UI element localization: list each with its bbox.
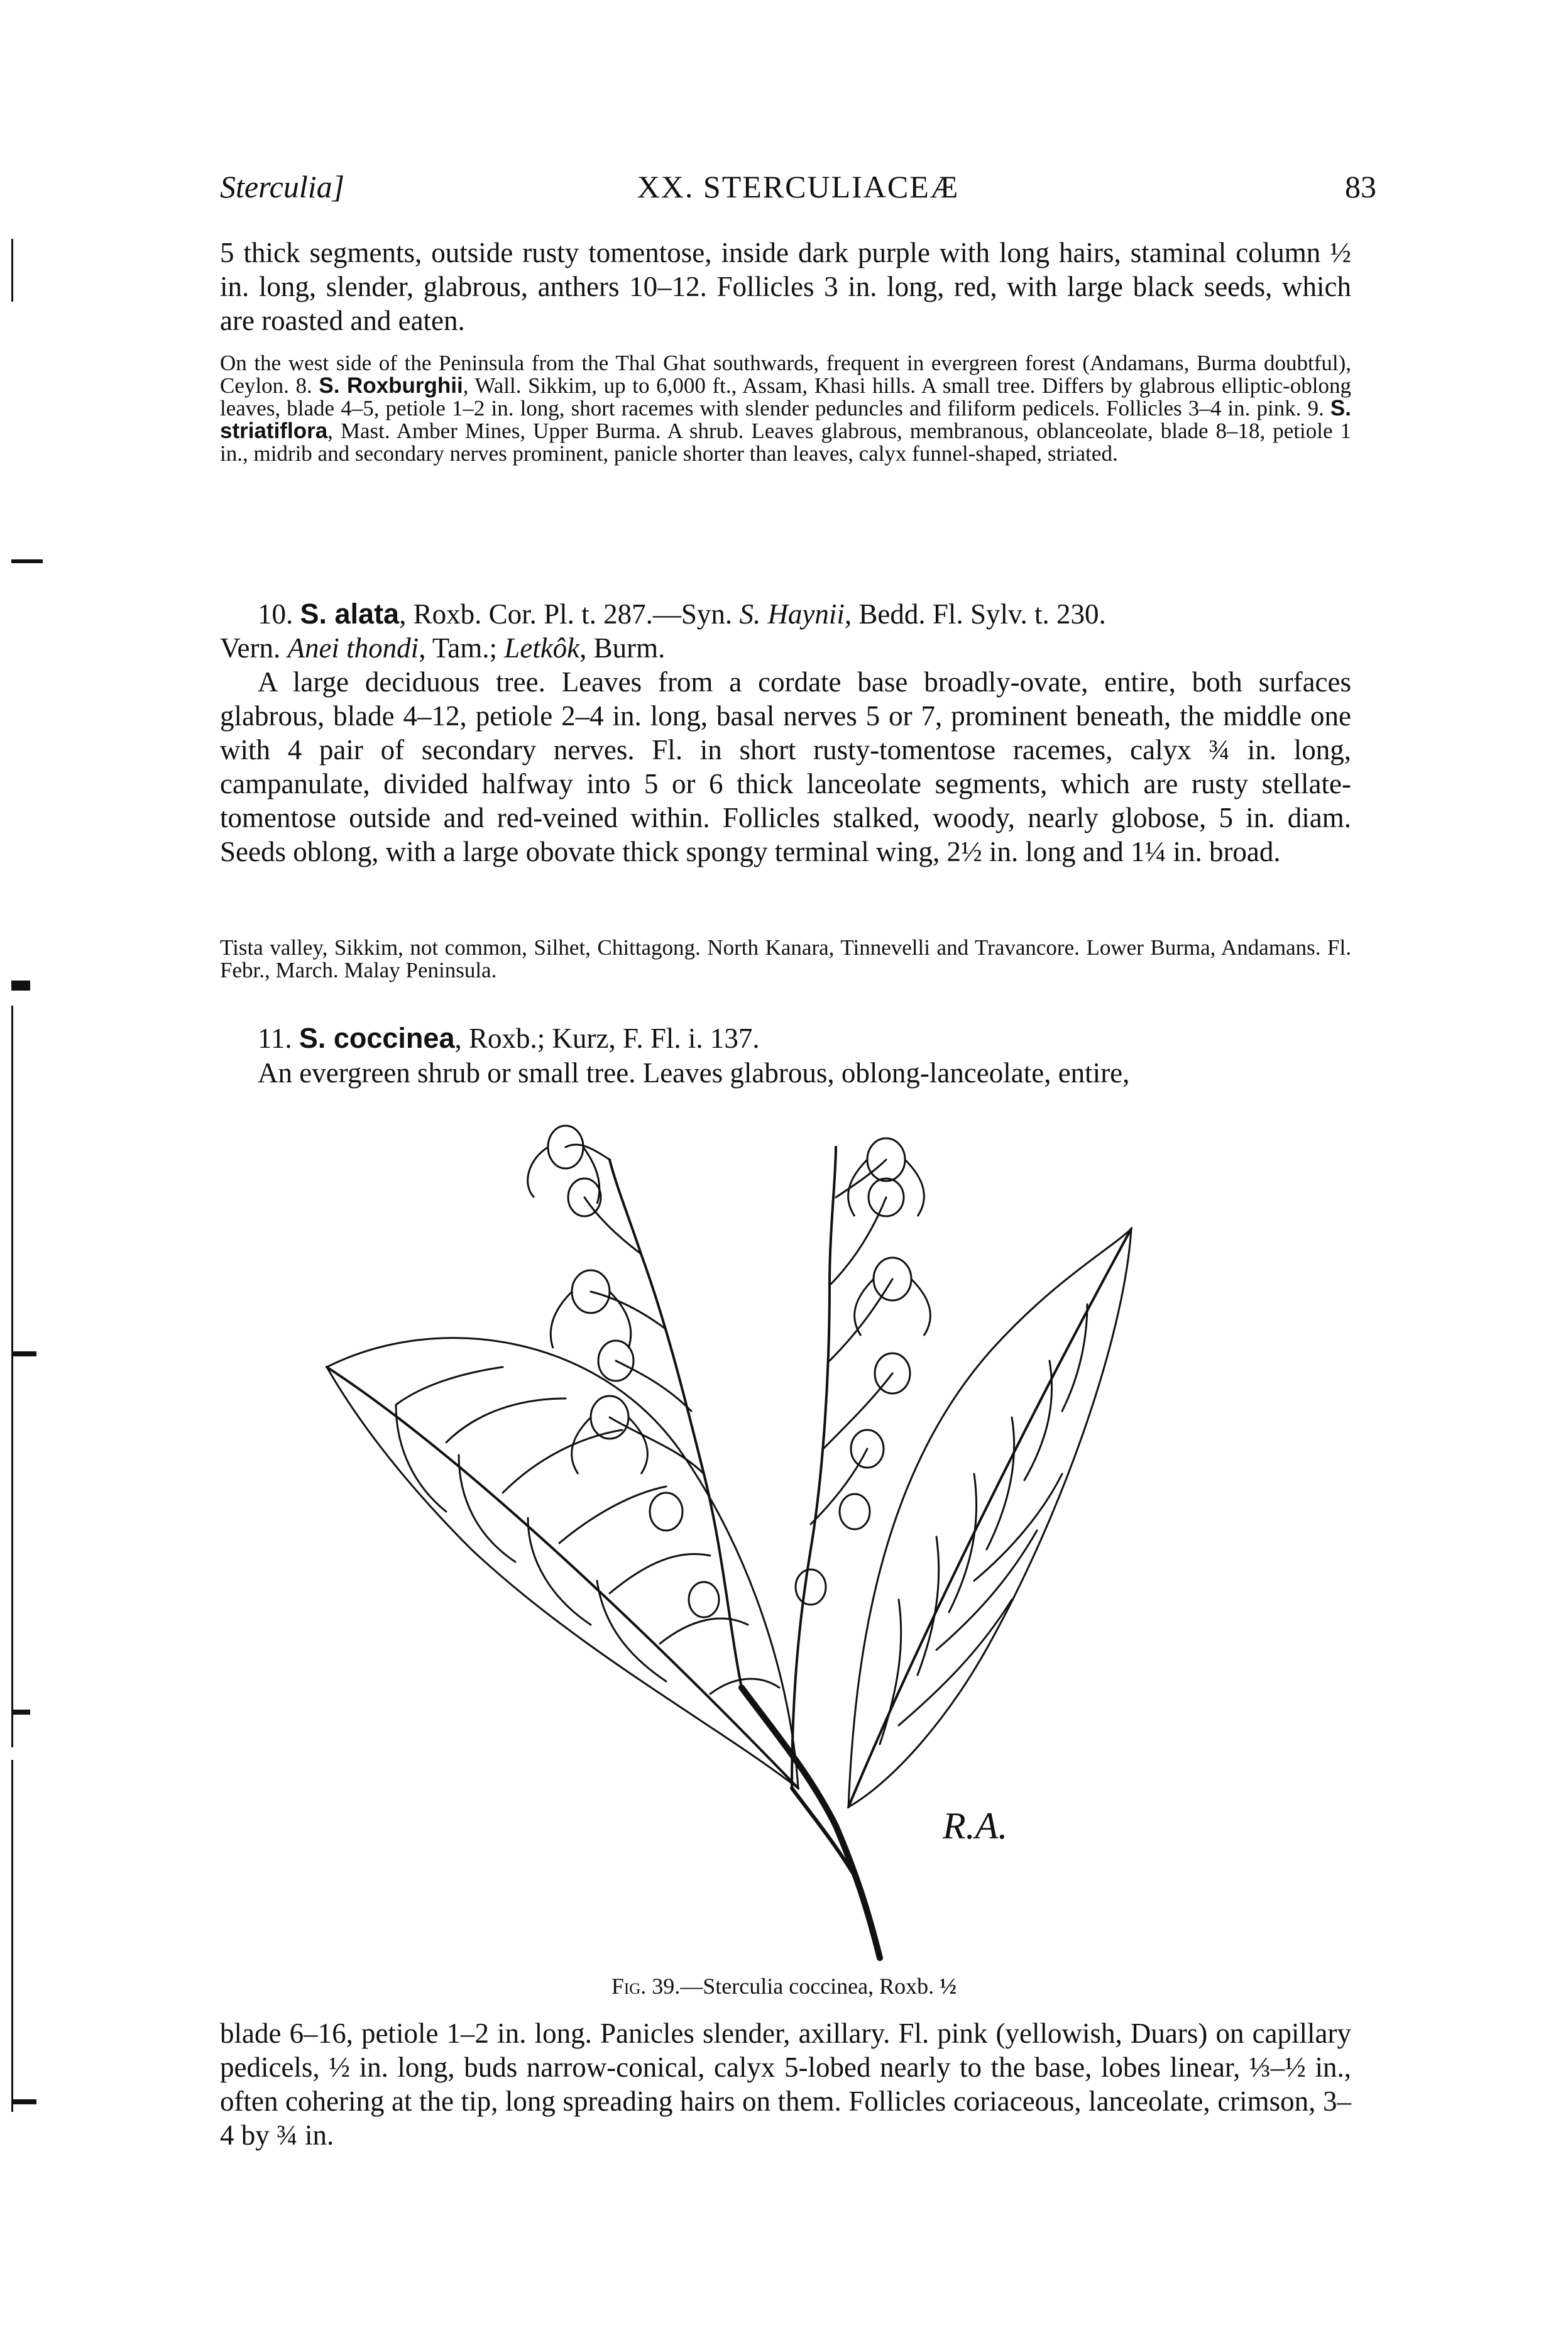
vernacular-text: , Tam.; — [419, 632, 505, 664]
distribution-note — [220, 352, 1351, 465]
margin-mark — [11, 2099, 36, 2104]
margin-mark — [11, 981, 30, 991]
species-citation: , Roxb. Cor. Pl. t. 287.—Syn. — [399, 598, 740, 630]
vernacular-name-burmese: Letkôk — [504, 632, 580, 664]
figure-caption-text: —Sterculia coccinea, Roxb. — [680, 1974, 935, 1999]
species-10-description: A large deciduous tree. Leaves from a cordate base broadly-ovate, entire, both surfaces glabrous, blade 4–12, petiole 2–4 in. long, basal nerves 5 or 7, prominent beneath, the middle one with 4 pair of secondary nerves. Fl. in short rusty-tomentose racemes, calyx ¾ in. long, campanulate, divided halfway into 5 or 6 thick lanceolate segments, which are rusty stellate-tomentose outside and red-veined within. Follicles stalked, woody, nearly globose, 5 in. diam. Seeds oblong, with a large obovate thick spongy terminal wing, 2½ in. long and 1¼ in. broad. — [220, 666, 1351, 867]
species-number: 10. — [258, 598, 293, 630]
species-11-description-start: An evergreen shrub or small tree. Leaves glabrous, oblong-lanceolate, entire, — [258, 1057, 1130, 1089]
margin-mark — [11, 1006, 13, 1747]
species-10-distribution: Tista valley, Sikkim, not common, Silhet, Chittagong. North Kanara, Tinnevelli and Travancore. Lower Burma, Andamans. Fl. Febr., March. Malay Peninsula. — [220, 935, 1351, 982]
figure-caption — [0, 1972, 1568, 2000]
figure-scale: ½ — [940, 1974, 957, 1999]
species-number: 11. — [258, 1023, 292, 1054]
margin-mark — [11, 559, 43, 563]
margin-mark — [11, 1760, 13, 2112]
running-head-family: XX. STERCULIACEÆ — [637, 169, 960, 204]
species-11-description-continued: blade 6–16, petiole 1–2 in. long. Panicles slender, axillary. Fl. pink (yellowish, Duars) on capillary pedicels, ½ in. long, buds narrow-conical, calyx 5-lobed nearly to the base, lobes linear, ⅓–½ in., often cohering at the tip, long spreading hairs on them. Follicles coriaceous, lanceolate, crimson, 3–4 by ¾ in. — [220, 2018, 1351, 2151]
note-text: On the west side of the Peninsula from the Thal Ghat southwards, frequent in evergreen forest (Andamans, Burma doubtful), Ceylon. 8. — [220, 351, 1351, 398]
species-citation: , Bedd. Fl. Sylv. t. 230. — [844, 598, 1106, 630]
botanical-illustration — [314, 1122, 1257, 1967]
margin-mark — [11, 1710, 30, 1715]
vernacular-text: , Burm. — [579, 632, 666, 664]
sterculia-coccinea-drawing — [314, 1122, 1257, 1967]
margin-mark — [11, 1351, 36, 1356]
illustrator-signature: R.A. — [943, 1805, 1008, 1847]
species-11-heading — [220, 1021, 1351, 1055]
running-head — [220, 165, 1376, 209]
continued-paragraph: 5 thick segments, outside rusty tomentose, inside dark purple with long hairs, staminal column ½ in. long, slender, glabrous, anthers 10–12. Follicles 3 in. long, red, with large black seeds, which are roasted and eaten. — [220, 237, 1351, 336]
species-name-roxburghii: S. Roxburghii — [319, 373, 463, 398]
species-name-coccinea: S. coccinea — [299, 1022, 455, 1054]
note-text: , Wall. Sikkim, up to 6,000 ft., Assam, Khasi hills. A small tree. Differs by glabrous elliptic-oblong leaves, blade 4–5, petiole 1–2 in. long, short racemes with slender peduncles and filiform pedicels. Follicles 3–4 in. pink. 9. — [220, 373, 1352, 420]
vernacular-name-tamil: Anei thondi — [287, 632, 419, 664]
margin-mark — [11, 239, 13, 302]
species-citation: , Roxb.; Kurz, F. Fl. i. 137. — [454, 1023, 760, 1054]
vernacular-label: Vern. — [220, 632, 288, 664]
species-name-alata: S. alata — [300, 598, 400, 630]
species-name-striatiflora: S. striatiflora — [220, 396, 1351, 443]
page-number: 83 — [1345, 169, 1376, 204]
note-text: , Mast. Amber Mines, Upper Burma. A shrub. Leaves glabrous, membranous, oblanceolate, blade 8–18, petiole 1 in., midrib and secondary nerves prominent, panicle shorter than leaves, calyx funnel-shaped, striated. — [220, 419, 1351, 466]
species-10-heading — [220, 597, 1351, 665]
running-head-genus: Sterculia] — [220, 169, 345, 204]
synonym-name: S. Haynii — [739, 598, 845, 630]
figure-label: Fig. 39. — [611, 1974, 681, 1999]
